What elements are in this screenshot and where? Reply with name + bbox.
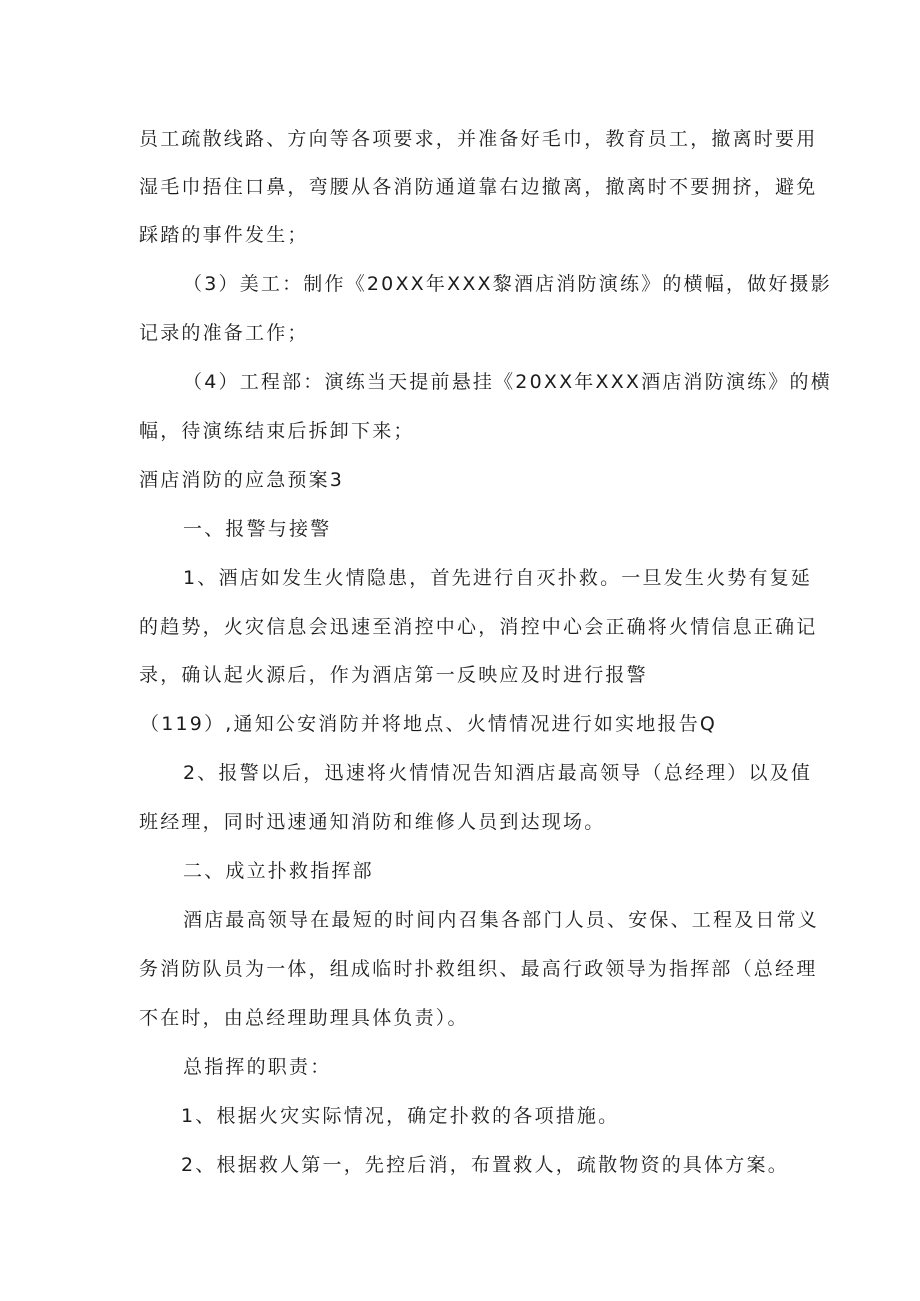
list-item: 2、根据救人第一，先控后消，布置救人，疏散物资的具体方案。 <box>181 1154 789 1176</box>
paragraph-line: 幅，待演练结束后拆卸下来； <box>139 420 415 442</box>
paragraph-line: （4）工程部：演练当天提前悬挂《20XX年XXX酒店消防演练》的横 <box>183 371 832 393</box>
section-heading: 二、成立扑救指挥部 <box>183 860 374 882</box>
paragraph-line: 湿毛巾捂住口鼻，弯腰从各消防通道靠右边撤离，撤离时不要拥挤，避免 <box>139 176 818 198</box>
paragraph-line: 不在时，由总经理助理具体负责）。 <box>139 1007 469 1029</box>
section-heading: 一、报警与接警 <box>183 518 332 540</box>
paragraph-line: 记录的准备工作； <box>139 322 309 344</box>
paragraph-line: 2、报警以后，迅速将火情情况告知酒店最高领导（总经理）以及值 <box>183 762 813 784</box>
subheading: 总指挥的职责： <box>183 1056 332 1078</box>
paragraph-line: 录，确认起火源后，作为酒店第一反映应及时进行报警 <box>139 664 648 686</box>
paragraph-line: 务消防队员为一体，组成临时扑救组织、最高行政领导为指挥部（总经理 <box>139 958 818 980</box>
paragraph-line: 班经理，同时迅速通知消防和维修人员到达现场。 <box>139 811 606 833</box>
paragraph-line: （3）美工：制作《20XX年XXX黎酒店消防演练》的横幅，做好摄影 <box>183 273 832 295</box>
paragraph-line: （119）,通知公安消防并将地点、火情情况进行如实地报告Q <box>140 713 718 735</box>
paragraph-line: 踩踏的事件发生； <box>139 224 309 246</box>
list-item: 1、根据火灾实际情况，确定扑救的各项措施。 <box>181 1105 620 1127</box>
paragraph-line: 员工疏散线路、方向等各项要求，并准备好毛巾，教育员工，撤离时要用 <box>139 128 818 150</box>
section-title: 酒店消防的应急预案3 <box>139 469 345 491</box>
paragraph-line: 1、酒店如发生火情隐患，首先进行自灭扑救。一旦发生火势有复延 <box>183 567 813 589</box>
paragraph-line: 的趋势，火灾信息会迅速至消控中心，消控中心会正确将火情信息正确记 <box>139 616 818 638</box>
paragraph-line: 酒店最高领导在最短的时间内召集各部门人员、安保、工程及日常义 <box>183 909 820 931</box>
